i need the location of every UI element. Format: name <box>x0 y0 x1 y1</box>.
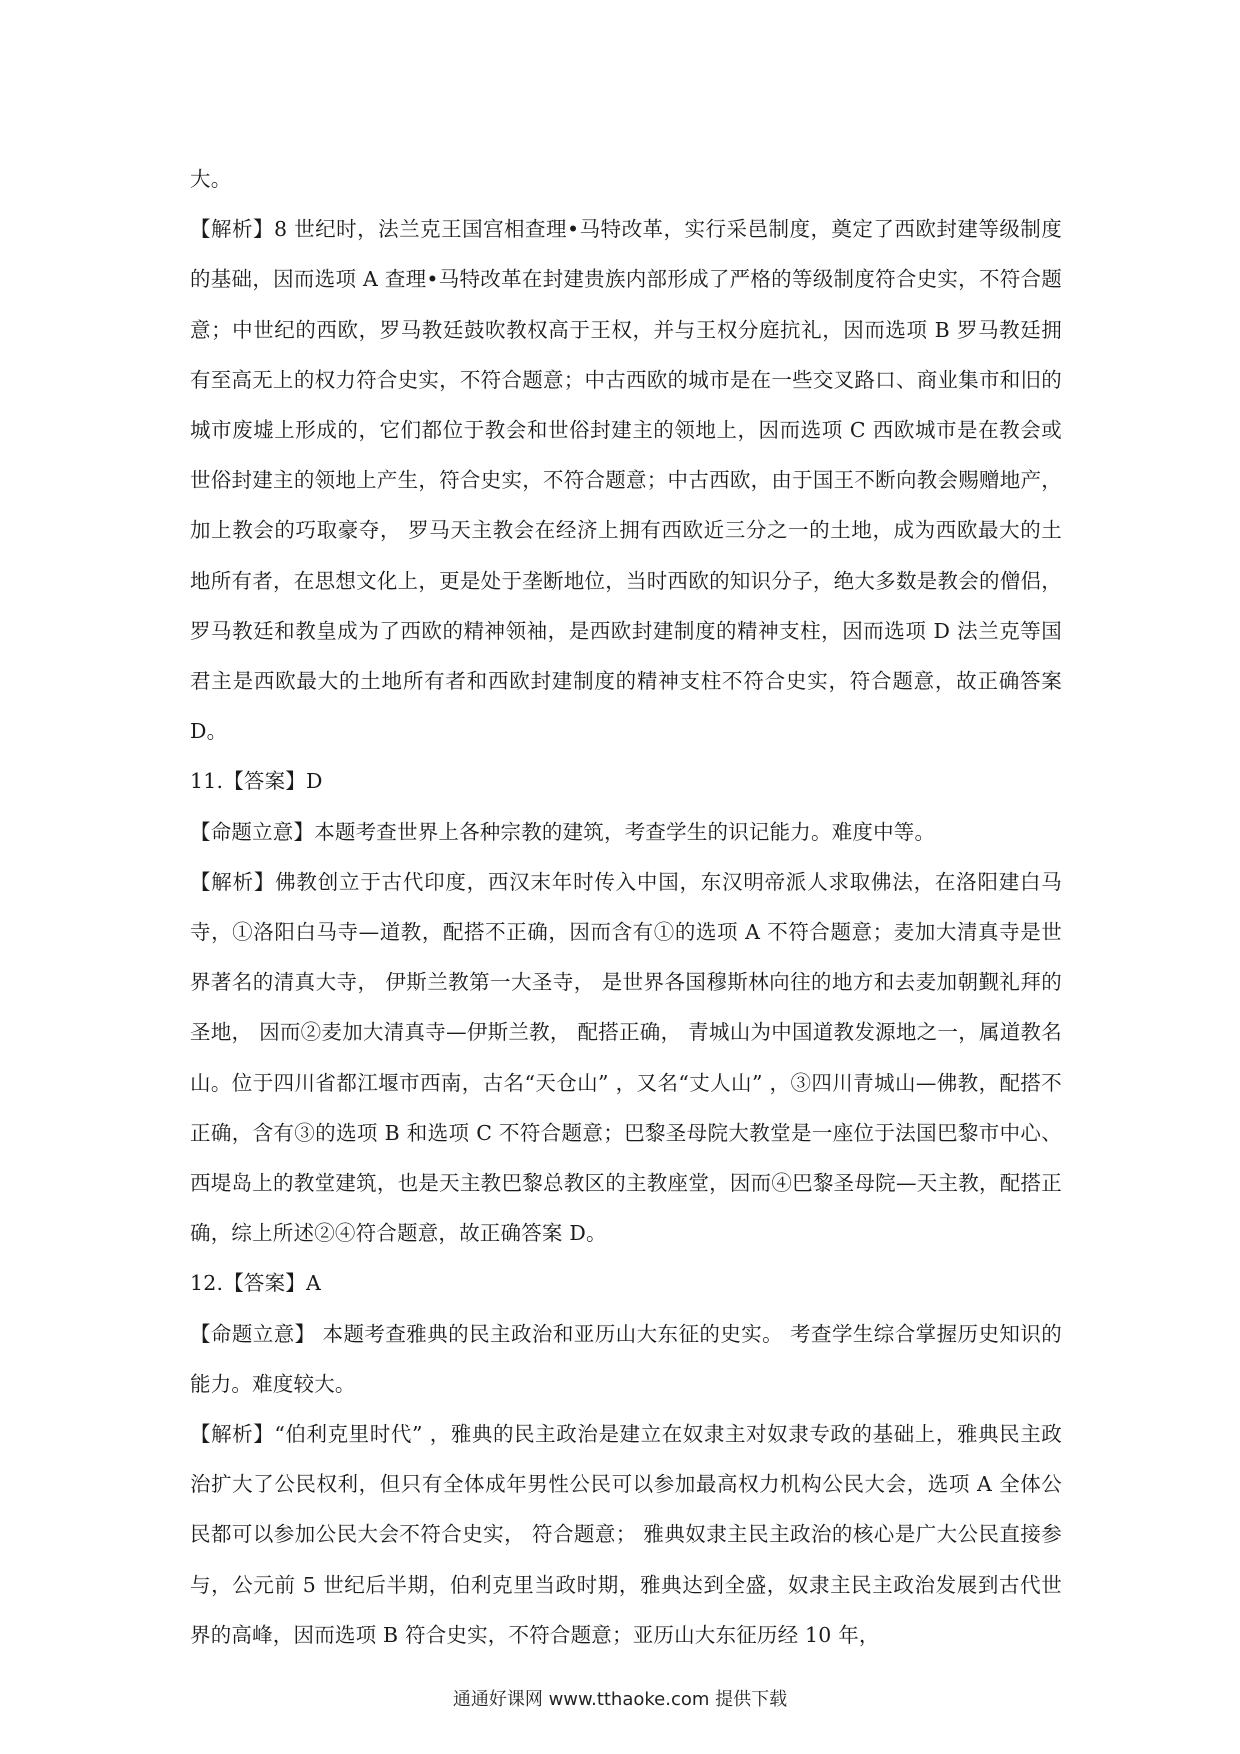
analysis-11: 【解析】佛教创立于古代印度，西汉末年时传入中国，东汉明帝派人求取佛法，在洛阳建白马寺，①洛阳白马寺—道教，配搭不正确，因而含有①的选项 A 不符合题意；麦加大清真寺是世界著名的清真大寺， 伊斯兰教第一大圣寺， 是世界各国穆斯林向往的地方和去麦加朝觐礼拜的圣地， 因而②麦加大清真寺—伊斯兰教， 配搭正确， 青城山为中国道教发源地之一，属道教名山。位于四川省都江堰市西南，古名“天仓山” ，又名“丈人山” ，③四川青城山—佛教，配搭不正确，含有③的选项 B 和选项 C 不符合题意；巴黎圣母院大教堂是一座位于法国巴黎市中心、西堤岛上的教堂建筑，也是天主教巴黎总教区的主教座堂，因而④巴黎圣母院—天主教，配搭正确，综上所述②④符合题意，故正确答案 D。 <box>190 869 1062 1246</box>
paragraph-continuation: 大。 <box>190 167 232 191</box>
intent-12: 【命题立意】 本题考查雅典的民主政治和亚历山大东征的史实。 考查学生综合掌握历史知识的能力。难度较大。 <box>190 1321 1062 1396</box>
document-body <box>190 154 1062 1660</box>
intent-11: 【命题立意】本题考查世界上各种宗教的建筑，考查学生的识记能力。难度中等。 <box>190 819 936 844</box>
page-footer: 通通好课网 www.tthaoke.com 提供下载 <box>452 1689 788 1710</box>
analysis-12: 【解析】“伯利克里时代” ，雅典的民主政治是建立在奴隶主对奴隶专政的基础上，雅典民主政治扩大了公民权利，但只有全体成年男性公民可以参加最高权力机构公民大会，选项 A 全体公民都可以参加公民大会不符合史实， 符合题意； 雅典奴隶主民主政治的核心是广大公民直接参与，公元前 5 世纪后半期，伯利克里当政时期，雅典达到全盛，奴隶主民主政治发展到古代世界的高峰，因而选项 B 符合史实，不符合题意；亚历山大东征历经 10 年， <box>190 1422 1062 1647</box>
paragraph-analysis-10: 【解析】8 世纪时，法兰克王国宫相查理•马特改革，实行采邑制度，奠定了西欧封建等级制度的基础，因而选项 A 查理•马特改革在封建贵族内部形成了严格的等级制度符合史实，不符合题意；中世纪的西欧，罗马教廷鼓吹教权高于王权，并与王权分庭抗礼，因而选项 B 罗马教廷拥有至高无上的权力符合史实，不符合题意；中古西欧的城市是在一些交叉路口、商业集市和旧的城市废墟上形成的，它们都位于教会和世俗封建主的领地上，因而选项 C 西欧城市是在教会或世俗封建主的领地上产生，符合史实，不符合题意；中古西欧，由于国王不断向教会赐赠地产， 加上教会的巧取豪夺， 罗马天主教会在经济上拥有西欧近三分之一的土地，成为西欧最大的土地所有者，在思想文化上，更是处于垄断地位，当时西欧的知识分子，绝大多数是教会的僧侣，罗马教廷和教皇成为了西欧的精神领袖，是西欧封建制度的精神支柱，因而选项 D 法兰克等国君主是西欧最大的土地所有者和西欧封建制度的精神支柱不符合史实，符合题意，故正确答案 D。 <box>190 217 1062 744</box>
answer-12: 12.【答案】A <box>190 1271 322 1296</box>
answer-11: 11.【答案】D <box>190 769 323 794</box>
